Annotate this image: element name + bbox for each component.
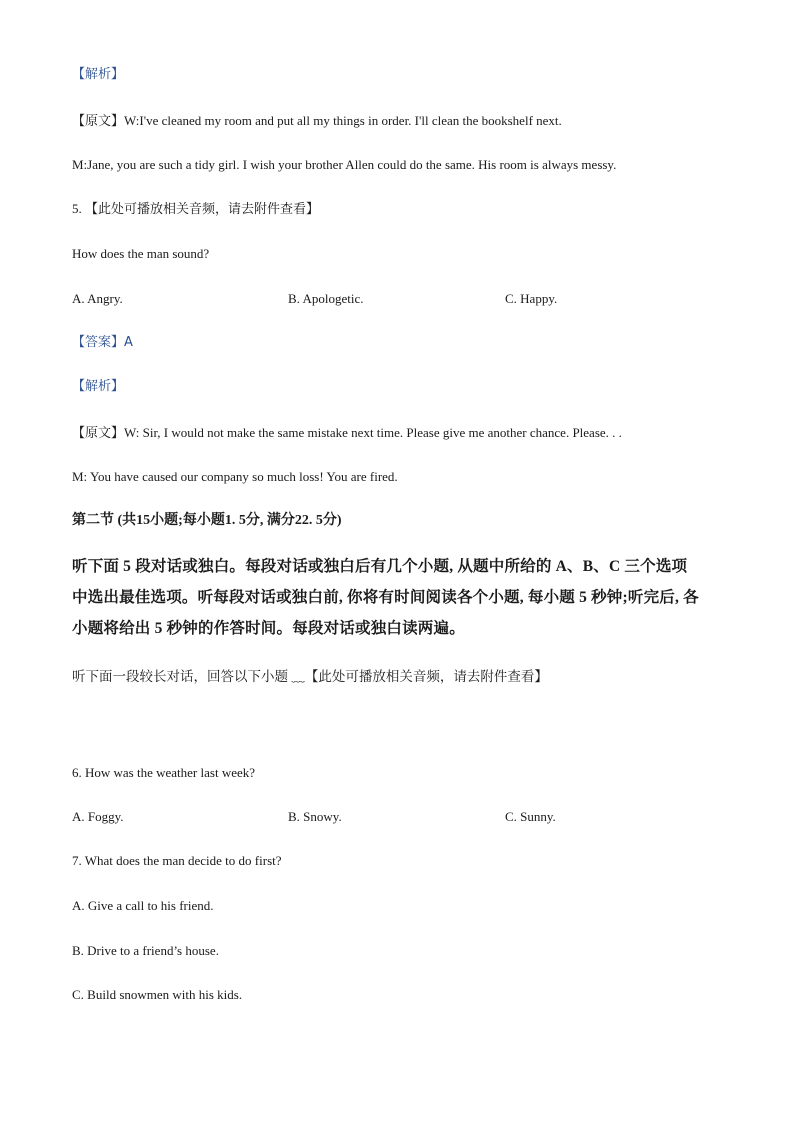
instruction-line: 小题将给出 5 秒钟的作答时间。每段对话或独白读两遍。 xyxy=(72,620,465,637)
dialog-intro[interactable]: 听下面一段较长对话，回答以下小题 ﹏【此处可播放相关音频，请去附件查看】 xyxy=(72,669,548,684)
option-c: C. Build snowmen with his kids. xyxy=(72,987,243,1002)
question-7-text: 7. What does the man decide to do first? xyxy=(72,853,282,868)
option-b: B. Apologetic. xyxy=(288,291,364,306)
audio-note[interactable]: 【此处可播放相关音频，请去附件查看】 xyxy=(85,201,320,216)
analysis-label: 【解析】 xyxy=(72,67,125,82)
question-6-text: 6. How was the weather last week? xyxy=(72,765,256,780)
option-b: B. Snowy. xyxy=(288,809,342,824)
original-text-line: M: You have caused our company so much loss! You are fired. xyxy=(72,469,398,484)
answer-label: 【答案】A xyxy=(72,335,133,350)
instruction-line: 听下面 5 段对话或独白。每段对话或独白后有几个小题, 从题中所给的 A、B、C 三个选项 xyxy=(72,558,688,575)
analysis-label: 【解析】 xyxy=(72,379,125,394)
option-c: C. Sunny. xyxy=(505,809,556,824)
option-a: A. Angry. xyxy=(72,291,123,306)
question-5-header xyxy=(72,200,319,218)
original-text-line: 【原文】W: Sir, I would not make the same mistake next time. Please give me another chance. Please. . . xyxy=(72,425,622,440)
section-instructions xyxy=(72,551,724,644)
original-text-line: 【原文】W:I've cleaned my room and put all my things in order. I'll clean the bookshelf next. xyxy=(72,113,562,128)
question-number: 5. xyxy=(72,201,82,216)
section-title: 第二节 (共15小题;每小题1. 5分, 满分22. 5分) xyxy=(72,513,342,528)
option-c: C. Happy. xyxy=(505,291,558,306)
question-5-text: How does the man sound? xyxy=(72,246,210,261)
instruction-line: 中选出最佳选项。听每段对话或独白前, 你将有时间阅读各个小题, 每小题 5 秒钟;听完后, 各 xyxy=(72,589,699,606)
option-b: B. Drive to a friend’s house. xyxy=(72,943,219,958)
option-a: A. Foggy. xyxy=(72,809,124,824)
original-text-line: M:Jane, you are such a tidy girl. I wish your brother Allen could do the same. His room is always messy. xyxy=(72,157,617,172)
option-a: A. Give a call to his friend. xyxy=(72,898,214,913)
